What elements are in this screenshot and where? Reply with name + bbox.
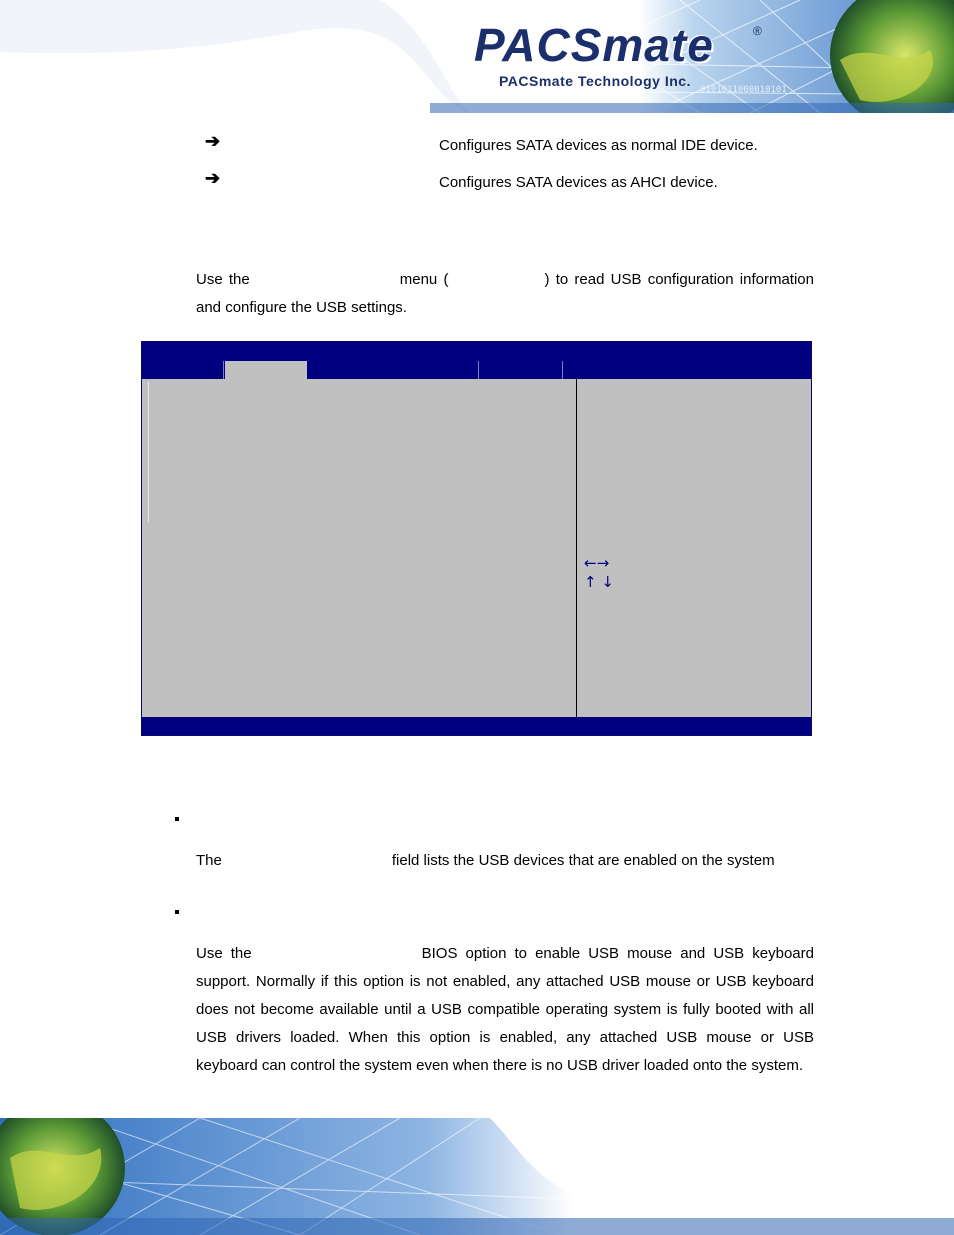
bios-tab-boot[interactable] (479, 361, 563, 379)
legacy-text-1: Use the (196, 945, 252, 962)
bios-panel-edge (148, 382, 149, 522)
bios-menu-bar (142, 342, 811, 379)
bios-tab-advanced[interactable] (225, 361, 307, 379)
pacsmate-logo: PACSmate (474, 19, 714, 71)
bios-key-help (584, 554, 614, 592)
bios-usb-configuration-screen (141, 341, 812, 736)
header-binary-text: 0101011000010101 (700, 85, 787, 95)
option-description: Configures SATA devices as AHCI device. (439, 174, 718, 191)
legacy-usb-paragraph (196, 940, 814, 1080)
page-footer-banner (0, 1118, 954, 1235)
registered-mark: ® (753, 24, 762, 38)
bullet-marker (175, 910, 179, 914)
company-subtitle: PACSmate Technology Inc. (499, 73, 691, 89)
bios-tab-main[interactable] (142, 361, 224, 379)
bios-panel-divider (576, 379, 577, 719)
up-down-arrows-icon: ↑ ↓ (584, 573, 614, 591)
bios-status-bar (142, 717, 811, 735)
bios-tab-chipset[interactable] (310, 361, 479, 379)
page-header-banner (0, 0, 954, 113)
left-right-arrows-icon: ←→ (584, 554, 610, 572)
bullet-marker (175, 817, 179, 821)
usb-devices-paragraph (196, 847, 814, 875)
usb-intro-paragraph (196, 266, 814, 322)
devices-text-2: field lists the USB devices that are enabled on the system (391, 852, 775, 869)
devices-text-1: The (196, 852, 222, 869)
arrow-right-icon: ➔ (205, 131, 221, 151)
footer-globe-graphic (0, 1118, 954, 1235)
arrow-right-icon: ➔ (205, 168, 221, 188)
intro-text-1: Use the (196, 271, 250, 288)
legacy-text-2: BIOS option to enable USB mouse and USB keyboard support. Normally if this option is not enabled, any attached USB mouse or USB keyboard does not become available until a USB compatible operating system is fully booted with all USB drivers loaded. When this option is enabled, any attached USB mouse or USB keyboard can control the system even when there is no USB driver loaded onto the system. (196, 945, 814, 1074)
intro-text-3: ) to read USB configuration information and configure the USB settings. (196, 271, 814, 316)
intro-text-2: menu ( (399, 271, 449, 288)
option-description: Configures SATA devices as normal IDE device. (439, 137, 758, 154)
